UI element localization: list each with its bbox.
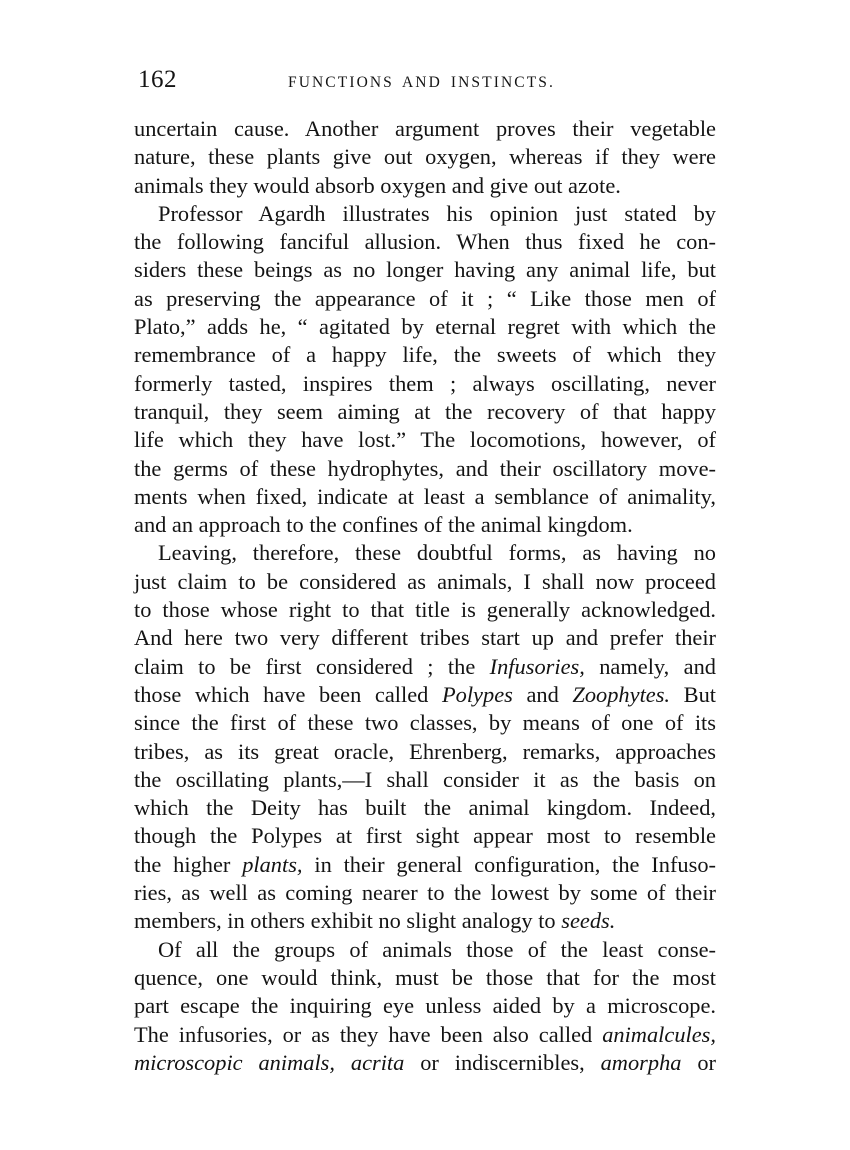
text-segment: which the Deity has built the animal kingdom. Indeed, <box>134 795 716 821</box>
text-segment: ries, as well as coming nearer to the lowest by some of their <box>134 880 716 906</box>
text-line <box>134 1021 716 1049</box>
text-segment: But <box>670 681 716 707</box>
running-head <box>138 62 716 102</box>
text-line <box>134 370 716 398</box>
text-segment: formerly tasted, inspires them ; always oscillating, never <box>134 370 716 396</box>
text-line <box>134 285 716 313</box>
text-line <box>134 115 716 143</box>
text-segment: life which they have lost.” The locomotions, however, of <box>134 427 716 453</box>
text-segment: Plato,” adds he, “ agitated by eternal regret with which the <box>134 314 716 340</box>
text-line <box>134 624 716 652</box>
text-segment: Of all the groups of animals those of the least conse- <box>158 936 716 962</box>
text-line <box>134 653 716 681</box>
text-line <box>134 879 716 907</box>
text-line <box>134 822 716 850</box>
text-segment: since the first of these two classes, by means of one of its <box>134 710 716 736</box>
text-line <box>134 313 716 341</box>
italic-text: Infusories, <box>489 653 585 679</box>
text-segment: siders these beings as no longer having any animal life, but <box>134 257 716 283</box>
text-line <box>134 568 716 596</box>
text-line <box>134 143 716 171</box>
text-segment: tranquil, they seem aiming at the recovery of that happy <box>134 398 716 424</box>
italic-text: Zoophytes. <box>572 681 671 707</box>
page-number: 162 <box>138 66 177 93</box>
text-line <box>134 341 716 369</box>
text-line <box>134 1049 716 1077</box>
text-line <box>134 851 716 879</box>
text-segment: the following fanciful allusion. When thus fixed he con- <box>134 229 716 255</box>
text-segment: to those whose right to that title is generally acknowledged. <box>134 597 716 623</box>
text-segment: those which have been called <box>134 681 442 707</box>
italic-text: animalcules, <box>602 1021 716 1047</box>
text-line <box>134 228 716 256</box>
text-segment: namely, and <box>584 653 716 679</box>
text-line <box>134 766 716 794</box>
italic-text: Polypes <box>441 681 513 707</box>
text-segment: and <box>512 681 573 707</box>
text-line <box>134 256 716 284</box>
text-segment: ments when fixed, indicate at least a semblance of animality, <box>134 483 716 509</box>
text-segment: Professor Agardh illustrates his opinion just stated by <box>158 200 716 226</box>
text-segment: part escape the inquiring eye unless aided by a microscope. <box>134 993 716 1019</box>
text-line <box>134 596 716 624</box>
text-segment: Leaving, therefore, these doubtful forms, as having no <box>158 540 716 566</box>
text-line <box>134 681 716 709</box>
text-segment: the oscillating plants,—I shall consider it as the basis on <box>134 766 716 792</box>
text-segment: uncertain cause. Another argument proves their vegetable <box>134 116 716 141</box>
running-title: FUNCTIONS AND INSTINCTS. <box>288 74 555 91</box>
text-line <box>134 200 716 228</box>
text-segment: or <box>681 1049 717 1075</box>
text-segment: And here two very different tribes start up and prefer their <box>134 625 716 651</box>
text-line <box>134 907 716 935</box>
text-line <box>134 483 716 511</box>
text-line <box>134 964 716 992</box>
text-line <box>134 511 716 539</box>
text-segment: in their general configuration, the Infuso- <box>302 851 716 877</box>
body-text <box>134 115 716 1077</box>
italic-text: microscopic animals, acrita <box>134 1049 405 1075</box>
text-segment: remembrance of a happy life, the sweets of which they <box>134 342 716 368</box>
text-line <box>134 539 716 567</box>
text-segment: claim to be first considered ; the <box>134 653 490 679</box>
text-segment: tribes, as its great oracle, Ehrenberg, remarks, approaches <box>134 738 716 764</box>
text-segment: the germs of these hydrophytes, and their oscillatory move- <box>134 455 716 481</box>
text-line <box>134 172 716 200</box>
text-segment: The infusories, or as they have been also called <box>134 1021 603 1047</box>
text-segment: though the Polypes at first sight appear most to resemble <box>134 823 716 849</box>
text-line <box>134 738 716 766</box>
text-line <box>134 709 716 737</box>
text-line <box>134 992 716 1020</box>
italic-text: plants, <box>242 851 303 877</box>
text-line <box>134 455 716 483</box>
text-line <box>134 794 716 822</box>
text-segment: or indiscernibles, <box>404 1049 601 1075</box>
text-line <box>134 426 716 454</box>
text-segment: animals they would absorb oxygen and give out azote. <box>134 172 621 198</box>
text-segment: quence, one would think, must be those that for the most <box>134 964 716 990</box>
italic-text: seeds. <box>561 908 616 934</box>
text-segment: just claim to be considered as animals, I shall now proceed <box>134 568 716 594</box>
italic-text: amorpha <box>600 1049 682 1075</box>
text-line <box>134 398 716 426</box>
text-line <box>134 936 716 964</box>
text-segment: nature, these plants give out oxygen, whereas if they were <box>134 144 716 170</box>
text-segment: the higher <box>134 851 243 877</box>
text-segment: members, in others exhibit no slight analogy to <box>134 908 562 934</box>
text-segment: as preserving the appearance of it ; “ Like those men of <box>134 285 716 311</box>
text-segment: and an approach to the confines of the animal kingdom. <box>134 512 633 538</box>
